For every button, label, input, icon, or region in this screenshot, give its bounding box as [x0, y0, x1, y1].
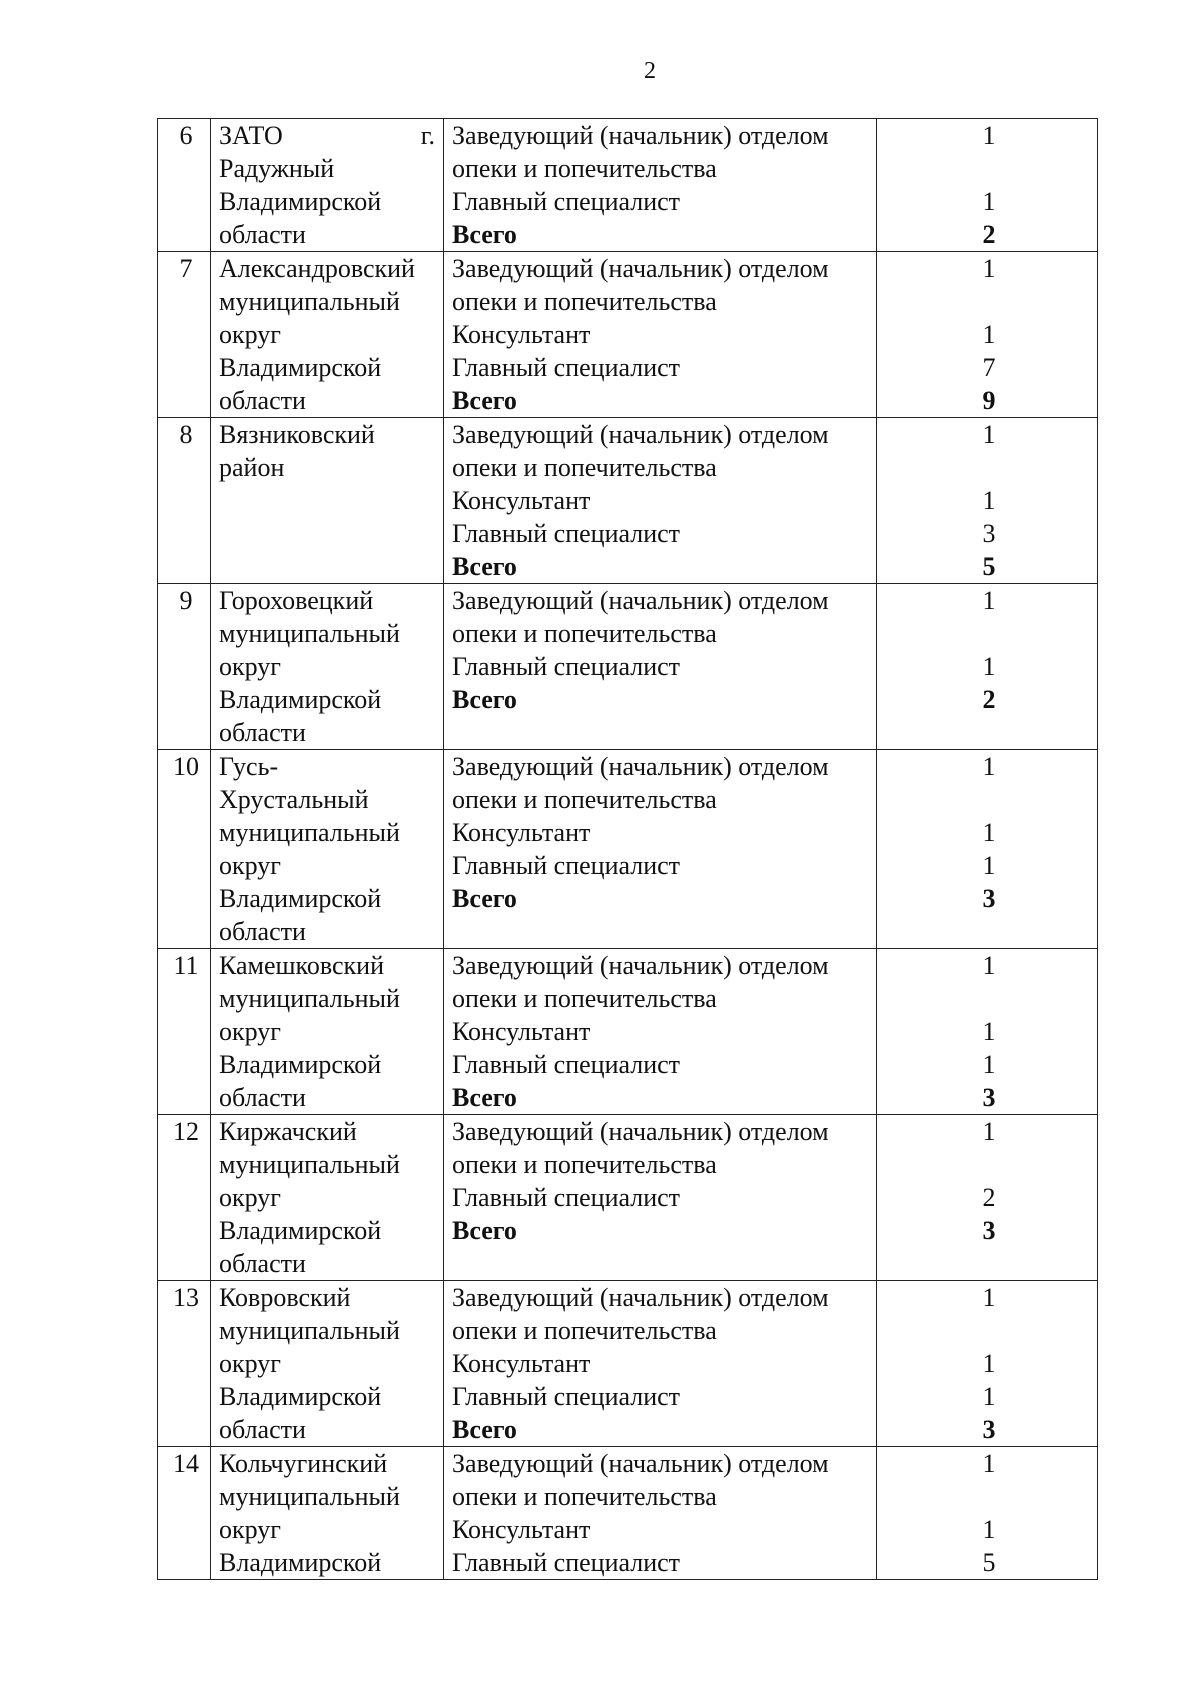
- position-title: опеки и попечительства: [452, 1316, 717, 1345]
- table-row: [158, 750, 1098, 949]
- staff-count: 2: [982, 1183, 996, 1212]
- staff-count-total: 2: [982, 220, 996, 249]
- position-title: опеки и попечительства: [452, 619, 717, 648]
- municipality-name: [211, 418, 444, 584]
- position-title: Главный специалист: [452, 187, 681, 216]
- position-title: Заведующий (начальник) отделом: [452, 951, 829, 980]
- position-title: опеки и попечительства: [452, 1482, 717, 1511]
- position-title: Главный специалист: [452, 353, 681, 382]
- municipality-name-line: район: [219, 453, 285, 482]
- municipality-name: [211, 584, 444, 750]
- municipality-name-line: Владимирской: [219, 1382, 382, 1411]
- municipality-name-line: Владимирской: [219, 685, 382, 714]
- municipality-name-word: ЗАТО: [219, 121, 283, 150]
- table-row: [158, 1115, 1098, 1281]
- staff-count: 1: [982, 818, 996, 847]
- staff-count: [885, 152, 1093, 185]
- staff-count: [885, 1480, 1093, 1513]
- staff-count: 1: [982, 420, 996, 449]
- position-list: [444, 949, 877, 1115]
- municipality-name-line: муниципальный: [219, 1316, 400, 1345]
- staff-count: 1: [982, 1283, 996, 1312]
- municipality-name-line: области: [219, 1415, 306, 1444]
- municipality-name-line: области: [219, 1083, 306, 1112]
- municipality-name-line: Вязниковский: [219, 420, 375, 449]
- position-title: Заведующий (начальник) отделом: [452, 1117, 829, 1146]
- position-title: Консультант: [452, 1515, 591, 1544]
- municipality-name-line: муниципальный: [219, 287, 400, 316]
- municipality-name-suffix: г.: [420, 121, 435, 150]
- position-title: Главный специалист: [452, 519, 681, 548]
- municipality-name-line: Камешковский: [219, 951, 384, 980]
- position-title: опеки и попечительства: [452, 1150, 717, 1179]
- position-title: Заведующий (начальник) отделом: [452, 121, 829, 150]
- staff-table-body: [158, 119, 1098, 1580]
- staff-count-list: [877, 750, 1098, 949]
- staff-count: 1: [982, 1117, 996, 1146]
- municipality-name-line: Александровский: [219, 254, 415, 283]
- municipality-name-line: Киржачский: [219, 1117, 357, 1146]
- position-title: Консультант: [452, 818, 591, 847]
- position-total-label: Всего: [452, 386, 517, 415]
- staff-count: 1: [982, 851, 996, 880]
- staff-count: 1: [982, 486, 996, 515]
- staff-count-total: 2: [982, 685, 996, 714]
- municipality-name: [211, 1115, 444, 1281]
- municipality-name-line: Владимирской: [219, 1050, 382, 1079]
- staff-count: 1: [982, 1449, 996, 1478]
- staff-count-list: [877, 949, 1098, 1115]
- position-title: Главный специалист: [452, 652, 681, 681]
- staff-count: [885, 451, 1093, 484]
- position-title: Заведующий (начальник) отделом: [452, 1449, 829, 1478]
- position-total-label: Всего: [452, 552, 517, 581]
- page-number: 2: [644, 58, 656, 84]
- position-total-label: Всего: [452, 884, 517, 913]
- staff-count: 1: [982, 320, 996, 349]
- staff-count-total: 5: [982, 552, 996, 581]
- staff-count-list: [877, 1281, 1098, 1447]
- staff-count: 1: [982, 1515, 996, 1544]
- staff-count: 1: [982, 121, 996, 150]
- staff-count: 1: [982, 586, 996, 615]
- municipality-name-line: Владимирской: [219, 884, 382, 913]
- table-row: [158, 1447, 1098, 1580]
- staff-count-list: [877, 119, 1098, 252]
- position-total-label: Всего: [452, 1216, 517, 1245]
- position-list: [444, 252, 877, 418]
- staff-count-list: [877, 584, 1098, 750]
- position-title: Заведующий (начальник) отделом: [452, 420, 829, 449]
- position-total-label: Всего: [452, 220, 517, 249]
- position-title: Консультант: [452, 1017, 591, 1046]
- position-title: Консультант: [452, 1349, 591, 1378]
- row-number: 6: [158, 119, 211, 252]
- position-total-label: Всего: [452, 1415, 517, 1444]
- position-title: Консультант: [452, 320, 591, 349]
- row-number: 10: [158, 750, 211, 949]
- municipality-name-line: округ: [219, 320, 281, 349]
- municipality-name: [211, 949, 444, 1115]
- position-title: Заведующий (начальник) отделом: [452, 586, 829, 615]
- position-list: [444, 584, 877, 750]
- municipality-name: [211, 252, 444, 418]
- staff-count: 5: [982, 1548, 996, 1577]
- municipality-name-line: [219, 119, 439, 152]
- position-title: Консультант: [452, 486, 591, 515]
- position-title: Главный специалист: [452, 1183, 681, 1212]
- municipality-name-line: округ: [219, 652, 281, 681]
- staff-count: 1: [982, 1017, 996, 1046]
- staff-count-total: 3: [982, 1216, 996, 1245]
- staff-count: 1: [982, 187, 996, 216]
- position-title: опеки и попечительства: [452, 287, 717, 316]
- municipality-name-line: округ: [219, 1017, 281, 1046]
- municipality-name-line: области: [219, 718, 306, 747]
- staff-count: [885, 1148, 1093, 1181]
- position-list: [444, 750, 877, 949]
- staff-count: [885, 285, 1093, 318]
- staff-count-list: [877, 418, 1098, 584]
- staff-count: 1: [982, 254, 996, 283]
- municipality-name-line: области: [219, 1249, 306, 1278]
- position-list: [444, 119, 877, 252]
- municipality-name-line: Гороховецкий: [219, 586, 374, 615]
- municipality-name-line: муниципальный: [219, 1150, 400, 1179]
- municipality-name-line: Хрустальный: [219, 785, 369, 814]
- table-row: [158, 1281, 1098, 1447]
- position-title: Заведующий (начальник) отделом: [452, 752, 829, 781]
- position-title: опеки и попечительства: [452, 785, 717, 814]
- position-total-label: Всего: [452, 1083, 517, 1112]
- row-number: 13: [158, 1281, 211, 1447]
- table-row: [158, 949, 1098, 1115]
- position-title: опеки и попечительства: [452, 984, 717, 1013]
- staff-count: 1: [982, 1050, 996, 1079]
- position-total-label: Всего: [452, 685, 517, 714]
- staff-count: [885, 1314, 1093, 1347]
- position-title: Главный специалист: [452, 1548, 681, 1577]
- position-list: [444, 1281, 877, 1447]
- municipality-name-line: Владимирской: [219, 1216, 382, 1245]
- municipality-name-line: области: [219, 386, 306, 415]
- municipality-name-line: Гусь-: [219, 752, 279, 781]
- municipality-name-line: области: [219, 220, 306, 249]
- municipality-name-line: Владимирской: [219, 353, 382, 382]
- position-title: опеки и попечительства: [452, 453, 717, 482]
- table-row: [158, 584, 1098, 750]
- row-number: 12: [158, 1115, 211, 1281]
- municipality-name: [211, 750, 444, 949]
- position-title: Главный специалист: [452, 1050, 681, 1079]
- municipality-name-line: Владимирской: [219, 187, 382, 216]
- staff-count: [885, 982, 1093, 1015]
- position-title: Главный специалист: [452, 851, 681, 880]
- municipality-name-line: муниципальный: [219, 984, 400, 1013]
- staff-count-total: 3: [982, 1083, 996, 1112]
- position-list: [444, 1115, 877, 1281]
- row-number: 14: [158, 1447, 211, 1580]
- staff-table: [157, 118, 1098, 1580]
- staff-count: 1: [982, 752, 996, 781]
- staff-count: 1: [982, 652, 996, 681]
- municipality-name-line: муниципальный: [219, 1482, 400, 1511]
- municipality-name-line: муниципальный: [219, 818, 400, 847]
- municipality-name-line: округ: [219, 1515, 281, 1544]
- staff-count-total: 9: [982, 386, 996, 415]
- position-list: [444, 1447, 877, 1580]
- table-row: [158, 252, 1098, 418]
- municipality-name: [211, 1447, 444, 1580]
- staff-count: 1: [982, 1382, 996, 1411]
- municipality-name-line: округ: [219, 1183, 281, 1212]
- row-number: 9: [158, 584, 211, 750]
- staff-count-list: [877, 252, 1098, 418]
- municipality-name-line: Радужный: [219, 154, 335, 183]
- staff-count: 1: [982, 951, 996, 980]
- municipality-name: [211, 1281, 444, 1447]
- staff-count: [885, 617, 1093, 650]
- municipality-name-line: Кольчугинский: [219, 1449, 388, 1478]
- staff-count-list: [877, 1447, 1098, 1580]
- municipality-name-line: Ковровский: [219, 1283, 351, 1312]
- staff-count: 7: [982, 353, 996, 382]
- position-list: [444, 418, 877, 584]
- row-number: 8: [158, 418, 211, 584]
- staff-count-total: 3: [982, 1415, 996, 1444]
- municipality-name-line: округ: [219, 851, 281, 880]
- position-title: опеки и попечительства: [452, 154, 717, 183]
- row-number: 11: [158, 949, 211, 1115]
- municipality-name-line: округ: [219, 1349, 281, 1378]
- table-row: [158, 418, 1098, 584]
- staff-count: 3: [982, 519, 996, 548]
- staff-count-total: 3: [982, 884, 996, 913]
- table-row: [158, 119, 1098, 252]
- staff-count: [885, 783, 1093, 816]
- municipality-name-line: Владимирской: [219, 1548, 382, 1577]
- row-number: 7: [158, 252, 211, 418]
- position-title: Заведующий (начальник) отделом: [452, 1283, 829, 1312]
- staff-count: 1: [982, 1349, 996, 1378]
- position-title: Главный специалист: [452, 1382, 681, 1411]
- staff-count-list: [877, 1115, 1098, 1281]
- municipality-name-line: области: [219, 917, 306, 946]
- position-title: Заведующий (начальник) отделом: [452, 254, 829, 283]
- municipality-name: [211, 119, 444, 252]
- municipality-name-line: муниципальный: [219, 619, 400, 648]
